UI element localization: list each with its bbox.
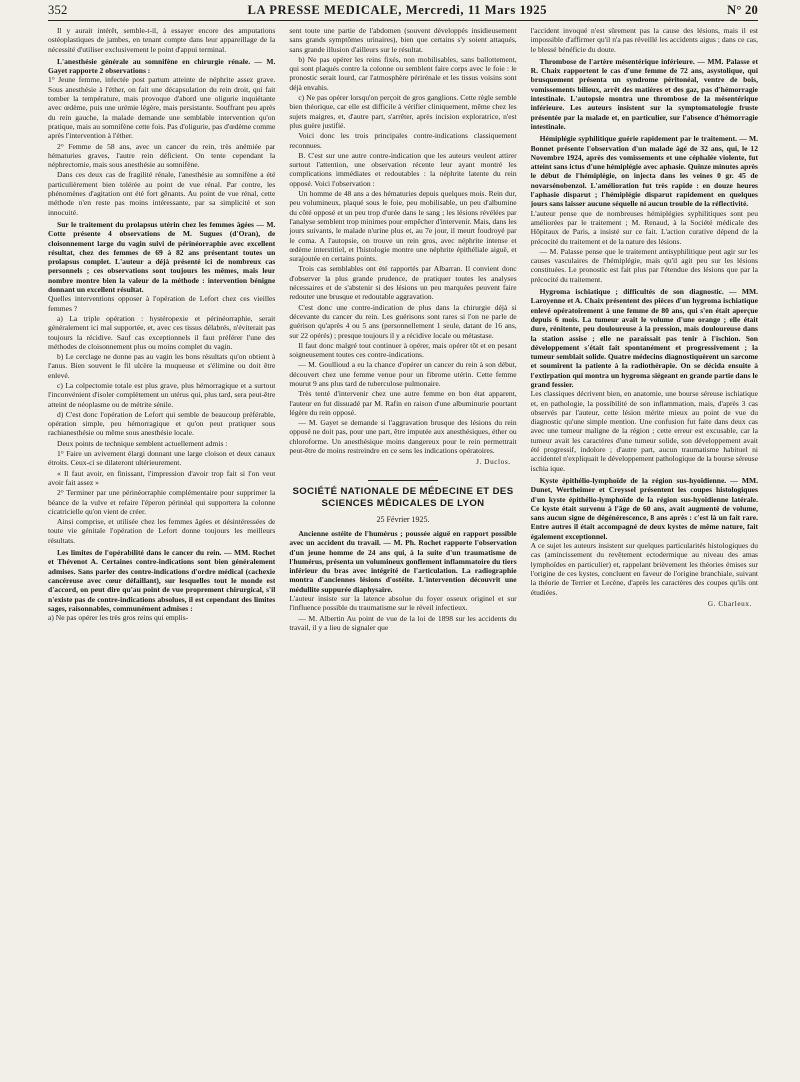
body-paragraph: l'accident invoqué n'est sûrement pas la cause des lésions, mais il est impossible d'affirmer qu'il n'a pas réveillé les accidents aigus ; dans ce cas, le blessé bénéficie du doute. bbox=[530, 26, 758, 54]
body-paragraph: — M. Palasse pense que le traitement antisyphilitique peut agir sur les causes vasculaires de l'hémiplégie, mais qu'il agit peu sur les lésions constituées. Le pronostic est fait plus par l'étendue des lésions que par la précocité du traitement. bbox=[530, 246, 758, 284]
body-paragraph: Ainsi comprise, et utilisée chez les femmes âgées et désintéressées de toute vie génitale l'opération de Lefort donne toujours les meilleurs résultats. bbox=[48, 517, 276, 545]
body-paragraph: 2° Terminer par une périnéorraphie complémentaire pour supprimer la béance de la vulve et refaire l'éperon périnéal qui supportera la colonne cicatricielle qu'on vient de créer. bbox=[48, 488, 276, 516]
body-paragraph: Dans ces deux cas de fragilité rénale, l'anesthésie au somnifène a été particulièrement bien tolérée au point de vue rénal. Par contre, les phénomènes d'agitation ont été fort gênants. Au point de vue rénal, cette méthode n'en reste pas moins intéressante, par sa simplicité et son innocuité. bbox=[48, 170, 276, 217]
body-paragraph: « Il faut avoir, en finissant, l'impression d'avoir trop fait si l'on veut avoir fait assez » bbox=[48, 468, 276, 487]
body-paragraph: Deux points de technique semblent actuellement admis : bbox=[57, 438, 228, 448]
body-paragraph: a) La triple opération : hystéropexie et périnéorraphie, serait généralement ici mal supportée, et, avec ces tissus délabrés, n'éviterait pas toujours la récidive. Sauf cas exceptionnels il faut préférer l'une des méthodes de cloisonnement plus ou moins complet du vagin. bbox=[48, 313, 276, 351]
body-paragraph: b) Ne pas opérer les reins fixés, non mobilisables, sans ballottement, qui sont plaqués contre la colonne ou semblent faire corps avec le foie : le pronostic serait lourd, car l'atmosphère périrénale et les tissus voisins sont déjà envahis. bbox=[289, 54, 517, 92]
page-number: 352 bbox=[48, 3, 68, 17]
section-heading-paragraph: Kyste épithélio-lymphoïde de la région sus-hyoïdienne. — MM. Dunet, Wertheimer et Creyssel présentent les coupes histologiques d'un kyste épithélio-lymphoïde de la région sus-hyoïdienne latérale. Ce kyste était survenu à l'âge de 60 ans, avait augmenté de volume, sans aucun signe de dégénérescence, 8 ans après : c'est là un fait rare. Entre autres il était accompagné de deux kystes de même nature, fait également exceptionnel. bbox=[530, 475, 758, 541]
body-paragraph: A ce sujet les auteurs insistent sur quelques particularités histologiques du cas (amincissement du revêtement ectodermique au niveau des amas lymphoïdes en particulier) et, rappelant brièvement les théories émises sur l'origine de ces kystes, concluent en faveur de l'origine branchiale, suivant la théorie de Terrier et Lecène, d'après les caractères des coupes qu'ils ont étudiées. bbox=[530, 541, 758, 597]
column-right bbox=[531, 26, 758, 1074]
author-signature: G. Charleux. bbox=[707, 599, 752, 608]
article-columns bbox=[48, 26, 758, 1074]
section-heading-paragraph: Thrombose de l'artère mésentérique inférieure. — MM. Palasse et R. Chaix rapportent le cas d'une femme de 72 ans, asystolique, qui brusquement présenta un syndrome péritonéal, ventre de bois, vomissements bilieux, arrêt des matières et des gaz, pas d'hémorragie intestinale. L'autopsie montra une thrombose de la mésentérique inférieure. Les auteurs insistent sur la symptomatologie fruste présentée par la malade et, en particulier, sur l'absence d'hémorragie intestinale. bbox=[530, 56, 758, 131]
body-paragraph: B. C'est sur une autre contre-indication que les auteurs veulent attirer surtout l'attention, une observation récente leur ayant montré les complications immédiates et redoutables : la néphrite latente du rein opposé. Voici l'observation : bbox=[289, 150, 517, 188]
body-paragraph: c) La colpectomie totale est plus grave, plus hémorragique et a surtout l'inconvénient d'isoler complètement un utérus qui, plus tard, sera peut-être atteint de néoplasme ou de métrite sénile. bbox=[48, 380, 276, 409]
section-heading-paragraph: Hémiplégie syphilitique guérie rapidement par le traitement. — M. Bonnet présente l'observation d'un malade âgé de 32 ans, qui, le 12 Novembre 1924, après des vomissements et une céphalée violente, fut atteint sans ictus d'une hémiplégie avec aphasie. Quinze minutes après le début de l'hémiplégie, on injecta dans les veines 0 gr. 45 de novarsénobenzol. L'amélioration fut très rapide : en douze heures l'aphasie disparut ; l'hémiplégie disparut rapidement en quelques jours sans laisser aucune séquelle ni aucun trouble de la réflectivité. bbox=[530, 134, 758, 209]
body-paragraph: d) C'est donc l'opération de Lefort qui semble de beaucoup préférable, opération simple, peu hémorragique et qu'on peut pratiquer sous rachianesthésie ou même sous anesthésie locale. bbox=[48, 409, 276, 438]
section-heading-paragraph: Sur le traitement du prolapsus utérin chez les femmes âgées — M. Cotte présente 4 observations de M. Sugues (d'Oran), de cloisonnement large du vagin suivi de périnéorraphie avec excellent résultat, chez des femmes de 69 à 82 ans présentant toutes un prolapsus complet. L'auteur a déjà présenté ici de nombreux cas personnels ; ces observations sont toujours les mêmes, mais leur nombre montre bien la valeur de la méthode : intervention bénigne donnant un excellent résultat. bbox=[48, 219, 276, 295]
body-paragraph: 2° Femme de 58 ans, avec un cancer du rein, très anémiée par hématuries graves, l'autre rein déficient. On tente cependant la néphrectomie, mais sous anesthésie au somnifène. bbox=[48, 141, 276, 170]
separator-rule bbox=[368, 480, 438, 481]
body-paragraph: Les classiques décrivent bien, en anatomie, une bourse séreuse ischiatique et, en pathologie, la possibilité de son inflammation, mais, d'après 3 cas observés par l'auteur, cette lésion mérite mieux au point de vue du diagnostic qu'une simple mention. Une confusion fut faite dans deux cas avec une tumeur maligne de la région ; cette erreur est excusable, car la tumeur avait les caractères d'une tumeur solide, son développement avait été progressif, indolore ; d'autre part, aucun traumatisme habituel ni accidentel n'expliquait le développement pathologique de la bourse séreuse ischia ique. bbox=[530, 389, 758, 473]
author-signature: J. Duclos. bbox=[476, 458, 511, 467]
page-header bbox=[48, 0, 758, 21]
journal-title: LA PRESSE MEDICALE, Mercredi, 11 Mars 1925 bbox=[247, 3, 548, 17]
body-paragraph: — M. Gayet se demande si l'aggravation brusque des lésions du rein opposé ne doit pas, pour une part, être imputée aux anesthésiques, éther ou chloroforme. Un anesthésique moins dangereux pour le rein permettrait peut-être de moins restreindre en ce sens les indications opératoires. bbox=[289, 418, 517, 456]
body-paragraph: Il y aurait intérêt, semble-t-il, à essayer encore des amputations ostéoplastiques de jambes, en tenant compte dans leur appareillage de la nécessité d'utiliser exclusivement le point d'appui terminal. bbox=[48, 26, 276, 54]
session-date: 25 Février 1925. bbox=[376, 514, 430, 524]
body-paragraph: — M. Goullioud a eu la chance d'opérer un cancer du rein à son début, découvert chez une femme venue pour un fibrome utérin. Cette femme mourut 9 ans plus tard de tuberculose pulmonaire. bbox=[289, 360, 517, 388]
section-heading-paragraph: Les limites de l'opérabilité dans le cancer du rein. — MM. Rochet et Thévenot A. Certaines contre-indications sont bien généralement admises. Sans parler des contre-indications d'ordre médical (cachexie cancéreuse avec cœur défaillant), sur lesquelles tout le monde est d'accord, on peut dire qu'au point de vue proprement chirurgical, s'il n'existe pas de contre-indications absolues, il est cependant des limites sages, raisonnables, communément admises : bbox=[48, 548, 276, 613]
society-title: SOCIÉTÉ NATIONALE DE MÉDECINE ET DES SCIENCES MÉDICALES DE LYON bbox=[292, 485, 514, 510]
body-paragraph: Quelles interventions opposer à l'opération de Lefort chez ces vieilles femmes ? bbox=[48, 294, 276, 313]
section-heading-paragraph: Hygroma ischiatique ; difficultés de son diagnostic. — MM. Laroyenne et A. Chaix présentent des pièces d'un hygroma ischiatique enlevé opératoirement à une femme de 80 ans, qui s'en était aperçue depuis 6 mois. La tumeur avait le volume d'une orange ; elle était dure, rénitente, peu douloureuse à la pression, mais douloureuse dans la station assise ; elle ne paraissait pas tenir à l'ischion. Son développement s'était fait spontanément et progressivement ; la tumeur semblait solide. Quatre médecins diagnostiquèrent un sarcome et soumirent la patiente à la radiothérapie. On se décida ensuite à l'extirpation qui montra un hygroma siégeant en grande partie dans le grand fessier. bbox=[530, 287, 758, 389]
issue-number: N° 20 bbox=[727, 3, 758, 17]
body-paragraph: a) Ne pas opérer les très gros reins qui emplis- bbox=[48, 613, 189, 623]
body-paragraph: 1° Faire un avivement élargi donnant une large cloison et deux canaux étroits. Ceux-ci se dilateront ultérieurement. bbox=[48, 449, 276, 468]
body-paragraph: L'auteur insiste sur la latence absolue du foyer osseux originel et sur l'influence possible du traumatisme sur le réveil infectieux. bbox=[289, 594, 517, 613]
section-heading-paragraph: L'anesthésie générale au somnifène en chirurgie rénale. — M. Gayet rapporte 2 observations : bbox=[48, 56, 276, 76]
body-paragraph: Il faut donc malgré tout continuer à opérer, mais opérer tôt et en pesant soigneusement toutes ces contre-indications. bbox=[289, 340, 517, 360]
body-paragraph: Un homme de 48 ans a des hématuries depuis quelques mois. Rein dur, peu volumineux, plaqué sous le foie, peu mobilisable, un peu d'albumine du côté opposé et un peu trop d'urée dans le sang ; les lésions révélées par l'analyse semblent trop minimes pour empêcher d'intervenir. Mais, dans les jours suivants, le malade n'urine plus et, au 7e jour, il meurt foudroyé par le coma. A l'autopsie, on trouve un rein gros, avec néphrite intense et œdème interstitiel, et l'histologie montre une néphrite épithéliale aiguë, et surajoutée en certains points. bbox=[289, 189, 517, 264]
column-left bbox=[48, 26, 275, 1074]
body-paragraph: sent toute une partie de l'abdomen (souvent développés insidieusement sans grands symptômes urinaires), bien que certains s'y soient attaqués, sans grande illusion d'ailleurs sur le résultat. bbox=[289, 26, 517, 54]
body-paragraph: L'auteur pense que de nombreuses hémiplégies syphilitiques sont peu améliorées par le traitement ; M. Renaud, à la Société médicale des Hôpitaux de Paris, a insisté sur ce fait. L'action curative dépend de la précocité du traitement et de la nature des lésions. bbox=[530, 208, 758, 246]
body-paragraph: 1° Jeune femme, infectée post partum atteinte de néphrite assez grave. Sous anesthésie à l'éther, on fait une décapsulation du rein droit, qui fait tomber la température, mais provoque d'abord une oligurie inquiétante avec œdème, puis une urémie légère, mais persistante. Souffrant peu après du rein gauche, la malade demande une semblable intervention qu'on pratique, mais au somnifène cette fois. Pas d'oligurie, pas d'œdème comme après l'intervention à l'éther. bbox=[48, 75, 276, 141]
body-paragraph: C'est donc une contre-indication de plus dans la chirurgie déjà si décevante du cancer du rein. Les guérisons sont rares si l'on ne parle de guérison qu'après 4 ou 5 ans (personnellement 1 seule, datant de 16 ans, sur 22 opérés) ; presque toujours il y a récidive locale ou métastase. bbox=[289, 302, 517, 340]
body-paragraph: Très tenté d'intervenir chez une autre femme en bon état apparent, l'auteur en fut dissuadé par M. Rafin en raison d'une albuminurie pourtant légère du rein opposé. bbox=[289, 389, 517, 417]
body-paragraph: — M. Albertin Au point de vue de la loi de 1898 sur les accidents du travail, il y a lieu de signaler que bbox=[289, 613, 517, 632]
body-paragraph: Voici donc les trois principales contre-indications classiquement reconnues. bbox=[289, 131, 517, 150]
section-heading-paragraph: Ancienne ostéite de l'humérus ; poussée aiguë en rapport possible avec un accident du travail. — M. Ph. Rochet rapporte l'observation d'un jeune homme de 24 ans qui, à la suite d'un traumatisme de l'humérus, présenta un volumineux gonflement inflammatoire du tiers inférieur du bras avec intégrité de l'articulation. La radiographie montra d'anciennes lésions d'ostéite. L'intervention découvrit une médullite suppurée diaphysaire. bbox=[289, 528, 517, 594]
body-paragraph: b) Le cerclage ne donne pas au vagin les bons résultats qu'on obtient à l'anus. Bien souvent le fil ulcère la muqueuse et s'élimine ou doit être enlevé. bbox=[48, 352, 276, 380]
body-paragraph: Trois cas semblables ont été rapportés par Albarran. Il convient donc d'observer la plus grande prudence, de pratiquer toutes les analyses nécessaires et de s'abstenir si des lésions un peu marquées peuvent faire redouter une brusque et redoutable aggravation. bbox=[289, 264, 517, 302]
column-middle bbox=[289, 26, 516, 1074]
body-paragraph: c) Ne pas opérer lorsqu'on perçoit de gros ganglions. Cette règle semble bien théorique, car elle est difficile à vérifier cliniquement, même chez les sujets maigres, et, d'autre part, s'arrêter, après incision exploratrice, n'est plus guère justifié. bbox=[289, 93, 517, 130]
